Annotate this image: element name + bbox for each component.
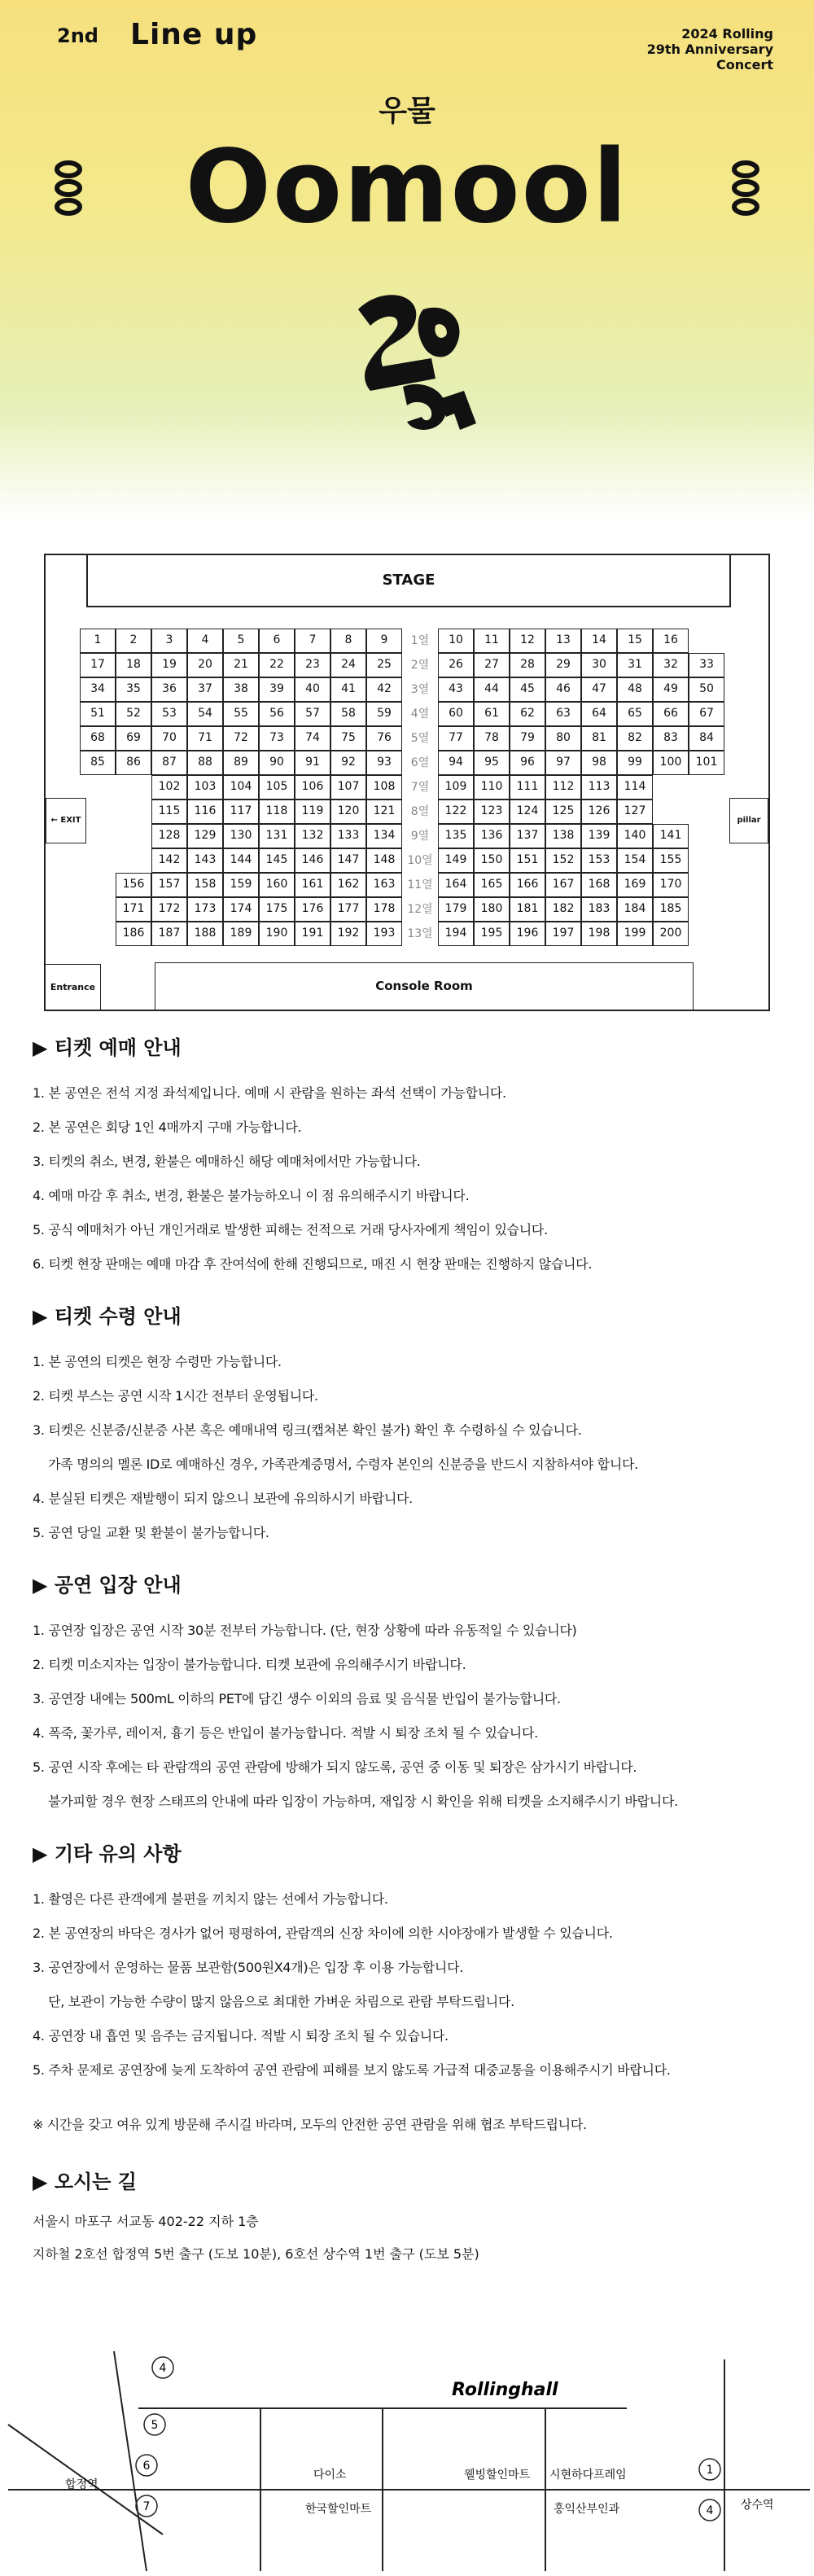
seat: 17 [80, 653, 116, 677]
seat: 4 [187, 629, 223, 653]
seat: 47 [581, 677, 617, 702]
seat: 8 [330, 629, 366, 653]
seat: 165 [474, 873, 510, 897]
seat: 200 [653, 922, 689, 946]
seat: 1 [80, 629, 116, 653]
info-line: 3. 티켓의 취소, 변경, 환불은 예매하신 해당 예매처에서만 가능합니다. [33, 1154, 421, 1169]
seat: 100 [653, 751, 689, 775]
seat: 41 [330, 677, 366, 702]
seat: 33 [689, 653, 724, 677]
info-line: 4. 폭죽, 꽃가루, 레이저, 흉기 등은 반입이 불가능합니다. 적발 시 퇴장 조치 될 수 있습니다. [33, 1725, 538, 1741]
seat: 5 [223, 629, 259, 653]
info-line: 1. 본 공연은 전석 지정 좌석제입니다. 예매 시 관람을 원하는 좌석 선택이 가능합니다. [33, 1085, 506, 1101]
seat: 130 [223, 824, 259, 848]
seat: 99 [617, 751, 653, 775]
seat: 187 [151, 922, 187, 946]
seat: 139 [581, 824, 617, 848]
seat: 44 [474, 677, 510, 702]
seat: 135 [438, 824, 474, 848]
seat: 68 [80, 726, 116, 751]
seat: 126 [581, 800, 617, 824]
address: 서울시 마포구 서교동 402-22 지하 1층 [33, 2214, 259, 2229]
seat: 84 [689, 726, 724, 751]
seat: 27 [474, 653, 510, 677]
other-notes-section [33, 1840, 790, 2088]
seat: 125 [545, 800, 581, 824]
seat: 169 [617, 873, 653, 897]
seat: 75 [330, 726, 366, 751]
seat: 127 [617, 800, 653, 824]
seat: 45 [510, 677, 545, 702]
seat: 74 [295, 726, 330, 751]
location-map-svg [0, 2327, 814, 2571]
row-label: 12열 [407, 903, 433, 916]
seat: 150 [474, 848, 510, 873]
seat: 76 [366, 726, 402, 751]
seat: 185 [653, 897, 689, 922]
seat: 111 [510, 775, 545, 800]
info-line: 2. 본 공연은 회당 1인 4매까지 구매 가능합니다. [33, 1119, 302, 1135]
row-label: 11열 [407, 878, 433, 892]
seat: 107 [330, 775, 366, 800]
seat: 49 [653, 677, 689, 702]
seat: 178 [366, 897, 402, 922]
exit-7-label: 7 [142, 2500, 151, 2513]
seat: 131 [259, 824, 295, 848]
seat: 56 [259, 702, 295, 726]
seat: 63 [545, 702, 581, 726]
seat: 160 [259, 873, 295, 897]
concert-title [647, 26, 773, 72]
seat: 81 [581, 726, 617, 751]
info-line: 1. 촬영은 다른 관객에게 불편을 끼치지 않는 선에서 가능합니다. [33, 1891, 388, 1907]
seat: 180 [474, 897, 510, 922]
seat: 50 [689, 677, 724, 702]
seat: 13 [545, 629, 581, 653]
seat: 43 [438, 677, 474, 702]
seat: 166 [510, 873, 545, 897]
info-line: 5. 공식 예매처가 아닌 개인거래로 발생한 피해는 전적으로 거래 당사자에게 책임이 있습니다. [33, 1222, 548, 1238]
seat: 80 [545, 726, 581, 751]
section-title: ▶ 공연 입장 안내 [33, 1574, 182, 1597]
entry-guide-section [33, 1571, 790, 1819]
row-label: 3열 [410, 683, 430, 696]
seat: 57 [295, 702, 330, 726]
side-ring-decoration-right [729, 160, 762, 217]
seat: 138 [545, 824, 581, 848]
seat: 94 [438, 751, 474, 775]
info-line: 4. 공연장 내 흡연 및 음주는 금지됩니다. 적발 시 퇴장 조치 될 수 있습니다. [33, 2028, 449, 2044]
seat: 152 [545, 848, 581, 873]
info-line: 불가피할 경우 현장 스태프의 안내에 따라 입장이 가능하며, 재입장 시 확인을 위해 티켓을 소지해주시기 바랍니다. [33, 1794, 678, 1809]
seat: 197 [545, 922, 581, 946]
seat: 46 [545, 677, 581, 702]
seat: 25 [366, 653, 402, 677]
row-label: 8열 [410, 805, 430, 818]
row-label: 1열 [410, 634, 430, 647]
seat: 19 [151, 653, 187, 677]
seat: 98 [581, 751, 617, 775]
seat: 195 [474, 922, 510, 946]
seat: 116 [187, 800, 223, 824]
seat: 179 [438, 897, 474, 922]
ticket-reservation-section [33, 1034, 790, 1281]
section-title: ▶ 티켓 예매 안내 [33, 1036, 182, 1059]
seat: 58 [330, 702, 366, 726]
seat: 190 [259, 922, 295, 946]
row-label: 2열 [410, 659, 430, 672]
seat: 7 [295, 629, 330, 653]
seat: 86 [116, 751, 151, 775]
seat: 199 [617, 922, 653, 946]
seat: 104 [223, 775, 259, 800]
console-room: Console Room [155, 962, 694, 1011]
row-label: 5열 [410, 732, 430, 745]
seat-map [44, 554, 770, 1011]
rollinghall-label: Rollinghall [452, 2380, 558, 2400]
seat: 137 [510, 824, 545, 848]
seat: 53 [151, 702, 187, 726]
seat: 31 [617, 653, 653, 677]
safety-note: ※ 시간을 갖고 여유 있게 방문해 주시길 바라며, 모두의 안전한 공연 관람을 위해 협조 부탁드립니다. [33, 2117, 587, 2132]
wellbeing-mart-label: 웰빙할인마트 [464, 2469, 531, 2482]
seat: 109 [438, 775, 474, 800]
seat: 78 [474, 726, 510, 751]
seat: 156 [116, 873, 151, 897]
seat: 113 [581, 775, 617, 800]
seat: 64 [581, 702, 617, 726]
seat: 62 [510, 702, 545, 726]
seat: 148 [366, 848, 402, 873]
seat: 20 [187, 653, 223, 677]
seat: 92 [330, 751, 366, 775]
info-line: 가족 명의의 멜론 ID로 예매하신 경우, 가족관계증명서, 수령자 본인의 신분증을 반드시 지참하셔야 합니다. [33, 1457, 638, 1472]
seat: 182 [545, 897, 581, 922]
seat: 90 [259, 751, 295, 775]
pillar: pillar [729, 798, 768, 843]
seat: 105 [259, 775, 295, 800]
concert-title-line1: 2024 Rolling [681, 26, 773, 42]
seat: 162 [330, 873, 366, 897]
seat: 83 [653, 726, 689, 751]
seat: 106 [295, 775, 330, 800]
concert-title-line2: 29th Anniversary [646, 42, 773, 57]
seat: 121 [366, 800, 402, 824]
seat: 191 [295, 922, 330, 946]
section-title: ▶ 티켓 수령 안내 [33, 1305, 182, 1328]
seat: 102 [151, 775, 187, 800]
ticket-pickup-section [33, 1303, 790, 1550]
seat: 21 [223, 653, 259, 677]
seat: 87 [151, 751, 187, 775]
sangsu-station-label: 상수역 [741, 2499, 774, 2512]
location-map [0, 2327, 814, 2571]
seat: 119 [295, 800, 330, 824]
seat: 26 [438, 653, 474, 677]
seat: 115 [151, 800, 187, 824]
seat: 168 [581, 873, 617, 897]
seat: 101 [689, 751, 724, 775]
seat: 186 [116, 922, 151, 946]
seat: 154 [617, 848, 653, 873]
seat: 6 [259, 629, 295, 653]
seat: 72 [223, 726, 259, 751]
info-line: 1. 공연장 입장은 공연 시작 30분 전부터 가능합니다. (단, 현장 상황에 따라 유동적일 수 있습니다) [33, 1623, 577, 1638]
seat: 177 [330, 897, 366, 922]
seat: 170 [653, 873, 689, 897]
seat: 30 [581, 653, 617, 677]
artist-name-kr: 우물 [379, 94, 435, 128]
seat: 70 [151, 726, 187, 751]
seat: 176 [295, 897, 330, 922]
seat: 61 [474, 702, 510, 726]
concert-title-line3: Concert [716, 57, 773, 72]
row-label: 7열 [410, 781, 430, 794]
seat: 67 [689, 702, 724, 726]
seat: 32 [653, 653, 689, 677]
info-line: 3. 공연장에서 운영하는 물품 보관함(500원X4개)은 입장 후 이용 가능합니다. [33, 1960, 464, 1975]
seat: 174 [223, 897, 259, 922]
info-line: 5. 공연 시작 후에는 타 관람객의 공연 관람에 방해가 되지 않도록, 공연 중 이동 및 퇴장은 삼가시기 바랍니다. [33, 1759, 637, 1775]
seat: 141 [653, 824, 689, 848]
info-line: 3. 공연장 내에는 500mL 이하의 PET에 담긴 생수 이외의 음료 및 음식물 반입이 불가능합니다. [33, 1691, 561, 1706]
edition-label: 2nd [57, 24, 98, 47]
seat: 198 [581, 922, 617, 946]
seat: 38 [223, 677, 259, 702]
seat: 140 [617, 824, 653, 848]
seat: 65 [617, 702, 653, 726]
seat: 29 [545, 653, 581, 677]
exit-6-label: 6 [142, 2460, 151, 2473]
seat: 149 [438, 848, 474, 873]
sihyeon-frame-label: 시현하다프레임 [549, 2469, 627, 2482]
seat: 144 [223, 848, 259, 873]
seat: 128 [151, 824, 187, 848]
seat: 93 [366, 751, 402, 775]
seat: 35 [116, 677, 151, 702]
exit-1-label: 1 [706, 2464, 714, 2477]
seat: 175 [259, 897, 295, 922]
seat: 129 [187, 824, 223, 848]
seat: 22 [259, 653, 295, 677]
seat: 183 [581, 897, 617, 922]
lineup-label: Line up [130, 18, 258, 51]
seat: 3 [151, 629, 187, 653]
hanguk-mart-label: 한국할인마트 [305, 2503, 372, 2516]
seat: 40 [295, 677, 330, 702]
seat: 117 [223, 800, 259, 824]
exit-5-label: 5 [151, 2419, 159, 2432]
seat: 18 [116, 653, 151, 677]
seat: 85 [80, 751, 116, 775]
info-line: 단, 보관이 가능한 수량이 많지 않음으로 최대한 가벼운 차림으로 관람 부탁드립니다. [33, 1994, 514, 2009]
hero-banner [0, 0, 814, 521]
seat: 79 [510, 726, 545, 751]
daiso-label: 다이소 [313, 2469, 347, 2482]
hongik-clinic-label: 홍익산부인과 [554, 2503, 620, 2516]
seat: 196 [510, 922, 545, 946]
seat: 112 [545, 775, 581, 800]
seat: 167 [545, 873, 581, 897]
seat: 16 [653, 629, 689, 653]
seat: 147 [330, 848, 366, 873]
hapjeong-station-label: 합정역 [65, 2478, 98, 2491]
seat: 42 [366, 677, 402, 702]
seat: 171 [116, 897, 151, 922]
info-line: 5. 공연 당일 교환 및 환불이 불가능합니다. [33, 1525, 269, 1540]
seat: 134 [366, 824, 402, 848]
info-line: 2. 티켓 부스는 공연 시작 1시간 전부터 운영됩니다. [33, 1388, 318, 1404]
info-line: 3. 티켓은 신분증/신분증 사본 혹은 예매내역 링크(캡쳐본 확인 불가) 확인 후 수령하실 수 있습니다. [33, 1422, 582, 1438]
seat: 59 [366, 702, 402, 726]
seat: 60 [438, 702, 474, 726]
seat: 66 [653, 702, 689, 726]
seat: 96 [510, 751, 545, 775]
seat: 12 [510, 629, 545, 653]
seat: 73 [259, 726, 295, 751]
seat: 122 [438, 800, 474, 824]
side-ring-decoration-left [52, 160, 85, 217]
seat: 51 [80, 702, 116, 726]
exit-4-label: 4 [159, 2362, 167, 2375]
seat: 163 [366, 873, 402, 897]
row-label: 6열 [410, 756, 430, 769]
seat: 89 [223, 751, 259, 775]
seat: 37 [187, 677, 223, 702]
info-line: 2. 본 공연장의 바닥은 경사가 없어 평평하여, 관람객의 신장 차이에 의한 시야장애가 발생할 수 있습니다. [33, 1925, 613, 1941]
seat: 28 [510, 653, 545, 677]
info-line: 6. 티켓 현장 판매는 예매 마감 후 잔여석에 한해 진행되므로, 매진 시 현장 판매는 진행하지 않습니다. [33, 1256, 593, 1272]
seat: 24 [330, 653, 366, 677]
seat: 184 [617, 897, 653, 922]
artist-name-en: Oomool [185, 129, 629, 246]
seat: 82 [617, 726, 653, 751]
exit-4b-label: 4 [706, 2504, 714, 2517]
section-title: ▶ 기타 유의 사항 [33, 1842, 182, 1865]
seat: 36 [151, 677, 187, 702]
seat: 194 [438, 922, 474, 946]
seat: 172 [151, 897, 187, 922]
exit-sign: ← EXIT [46, 798, 86, 843]
seat: 133 [330, 824, 366, 848]
entrance: Entrance [46, 964, 101, 1011]
section-title: ▶ 오시는 길 [33, 2171, 137, 2193]
seat: 34 [80, 677, 116, 702]
seat: 155 [653, 848, 689, 873]
row-label: 4열 [410, 708, 430, 721]
seat: 120 [330, 800, 366, 824]
seat: 54 [187, 702, 223, 726]
seat: 124 [510, 800, 545, 824]
seat: 110 [474, 775, 510, 800]
info-line: 1. 본 공연의 티켓은 현장 수령만 가능합니다. [33, 1354, 282, 1369]
seat: 161 [295, 873, 330, 897]
seat: 181 [510, 897, 545, 922]
seat: 108 [366, 775, 402, 800]
seat: 95 [474, 751, 510, 775]
seat: 39 [259, 677, 295, 702]
seat: 123 [474, 800, 510, 824]
seat: 69 [116, 726, 151, 751]
info-line: 5. 주차 문제로 공연장에 늦게 도착하여 공연 관람에 피해를 보지 않도록 가급적 대중교통을 이용해주시기 바랍니다. [33, 2062, 671, 2078]
row-label: 13열 [407, 927, 433, 940]
info-line: 2. 티켓 미소지자는 입장이 불가능합니다. 티켓 보관에 유의해주시기 바랍니다. [33, 1657, 466, 1672]
seat: 10 [438, 629, 474, 653]
seat: 173 [187, 897, 223, 922]
seat: 192 [330, 922, 366, 946]
seat: 88 [187, 751, 223, 775]
row-label: 10열 [407, 854, 433, 867]
seat: 103 [187, 775, 223, 800]
seat: 114 [617, 775, 653, 800]
info-section [33, 1034, 790, 2271]
seat: 23 [295, 653, 330, 677]
seat: 188 [187, 922, 223, 946]
seat: 132 [295, 824, 330, 848]
seat: 91 [295, 751, 330, 775]
seat: 15 [617, 629, 653, 653]
seat: 9 [366, 629, 402, 653]
seat: 164 [438, 873, 474, 897]
seat: 14 [581, 629, 617, 653]
seat: 153 [581, 848, 617, 873]
location-section [33, 2166, 790, 2271]
seat: 77 [438, 726, 474, 751]
subway-directions: 지하철 2호선 합정역 5번 출구 (도보 10분), 6호선 상수역 1번 출구 (도보 5분) [33, 2246, 479, 2262]
seat: 146 [295, 848, 330, 873]
seat: 189 [223, 922, 259, 946]
seat: 2 [116, 629, 151, 653]
seat: 145 [259, 848, 295, 873]
seat: 48 [617, 677, 653, 702]
seat: 142 [151, 848, 187, 873]
seat: 52 [116, 702, 151, 726]
seat: 97 [545, 751, 581, 775]
info-line: 4. 예매 마감 후 취소, 변경, 환불은 불가능하오니 이 점 유의해주시기 바랍니다. [33, 1188, 470, 1203]
seat: 11 [474, 629, 510, 653]
seat: 158 [187, 873, 223, 897]
info-line: 4. 분실된 티켓은 재발행이 되지 않으니 보관에 유의하시기 바랍니다. [33, 1491, 413, 1506]
anniversary-29th-logo [326, 277, 488, 440]
seat: 157 [151, 873, 187, 897]
row-label: 9열 [410, 830, 430, 843]
seat: 193 [366, 922, 402, 946]
seat: 151 [510, 848, 545, 873]
seat: 55 [223, 702, 259, 726]
seat: 136 [474, 824, 510, 848]
stage: STAGE [86, 555, 731, 607]
seat: 159 [223, 873, 259, 897]
seat: 118 [259, 800, 295, 824]
seat: 143 [187, 848, 223, 873]
seat: 71 [187, 726, 223, 751]
